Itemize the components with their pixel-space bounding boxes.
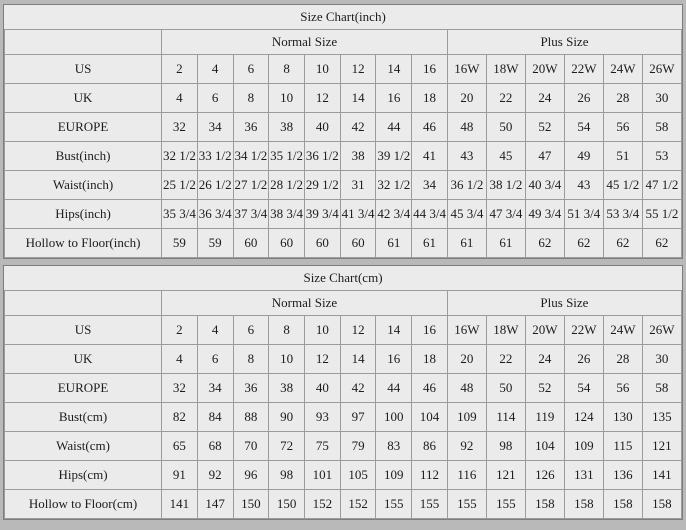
cell: 26W	[642, 316, 681, 345]
group-header-normal-size: Normal Size	[162, 291, 448, 316]
cell: 35 1/2	[269, 142, 305, 171]
cell: 20W	[525, 316, 564, 345]
cell: 51 3/4	[564, 200, 603, 229]
cell: 59	[197, 229, 233, 258]
cell: 32 1/2	[162, 142, 198, 171]
cell: 60	[269, 229, 305, 258]
table-row	[5, 403, 682, 432]
cell: 121	[486, 461, 525, 490]
row-label: Waist(inch)	[5, 171, 162, 200]
cell: 18W	[486, 55, 525, 84]
cell: 60	[304, 229, 340, 258]
row-label: EUROPE	[5, 374, 162, 403]
cell: 16	[412, 55, 448, 84]
cell: 92	[447, 432, 486, 461]
cell: 26	[564, 345, 603, 374]
cell: 14	[340, 345, 376, 374]
cell: 40	[304, 374, 340, 403]
cell: 32 1/2	[376, 171, 412, 200]
cell: 12	[340, 55, 376, 84]
cell: 115	[603, 432, 642, 461]
table-row	[5, 345, 682, 374]
cell: 126	[525, 461, 564, 490]
cell: 34	[197, 113, 233, 142]
cell: 10	[269, 345, 305, 374]
cell: 6	[197, 84, 233, 113]
cell: 45	[486, 142, 525, 171]
cell: 35 3/4	[162, 200, 198, 229]
cell: 61	[376, 229, 412, 258]
cell: 43	[564, 171, 603, 200]
cell: 22W	[564, 55, 603, 84]
cell: 10	[304, 55, 340, 84]
cell: 62	[603, 229, 642, 258]
cell: 91	[162, 461, 198, 490]
cell: 98	[486, 432, 525, 461]
cell: 36	[233, 113, 269, 142]
cell: 56	[603, 113, 642, 142]
table-group-header-row	[5, 30, 682, 55]
cell: 28 1/2	[269, 171, 305, 200]
cell: 16	[376, 84, 412, 113]
cell: 141	[162, 490, 198, 519]
cell: 8	[269, 55, 305, 84]
cell: 49 3/4	[525, 200, 564, 229]
row-label: US	[5, 55, 162, 84]
cell: 47 3/4	[486, 200, 525, 229]
cell: 54	[564, 374, 603, 403]
cell: 12	[304, 84, 340, 113]
cell: 6	[233, 55, 269, 84]
cell: 45 1/2	[603, 171, 642, 200]
cell: 62	[525, 229, 564, 258]
cell: 141	[642, 461, 681, 490]
cell: 8	[233, 84, 269, 113]
cell: 36 3/4	[197, 200, 233, 229]
cell: 36	[233, 374, 269, 403]
cell: 32	[162, 113, 198, 142]
cell: 16W	[447, 55, 486, 84]
cell: 16W	[447, 316, 486, 345]
table-row	[5, 200, 682, 229]
cell: 42	[340, 113, 376, 142]
cell: 36 1/2	[304, 142, 340, 171]
cell: 50	[486, 113, 525, 142]
cell: 65	[162, 432, 198, 461]
cell: 58	[642, 374, 681, 403]
table-title-row	[5, 266, 682, 291]
table-row	[5, 171, 682, 200]
cell: 6	[233, 316, 269, 345]
cell: 22W	[564, 316, 603, 345]
size-chart-cm-table	[4, 266, 682, 519]
cell: 28	[603, 345, 642, 374]
cell: 12	[304, 345, 340, 374]
row-label: EUROPE	[5, 113, 162, 142]
cell: 4	[162, 345, 198, 374]
cell: 93	[304, 403, 340, 432]
cell: 34	[197, 374, 233, 403]
cell: 34 1/2	[233, 142, 269, 171]
cell: 39 3/4	[304, 200, 340, 229]
cell: 88	[233, 403, 269, 432]
cell: 155	[486, 490, 525, 519]
cell: 101	[304, 461, 340, 490]
cell: 116	[447, 461, 486, 490]
cell: 147	[197, 490, 233, 519]
row-label: US	[5, 316, 162, 345]
cell: 84	[197, 403, 233, 432]
cell: 158	[564, 490, 603, 519]
cell: 46	[412, 374, 448, 403]
cell: 47 1/2	[642, 171, 681, 200]
cell: 28	[603, 84, 642, 113]
cell: 105	[340, 461, 376, 490]
cell: 92	[197, 461, 233, 490]
cell: 20	[447, 345, 486, 374]
cell: 114	[486, 403, 525, 432]
table-row	[5, 142, 682, 171]
cell: 61	[447, 229, 486, 258]
cell: 38	[269, 374, 305, 403]
cell: 14	[376, 316, 412, 345]
cell: 41	[412, 142, 448, 171]
cell: 56	[603, 374, 642, 403]
cell: 18	[412, 345, 448, 374]
cell: 38 3/4	[269, 200, 305, 229]
cell: 32	[162, 374, 198, 403]
row-label: Hollow to Floor(inch)	[5, 229, 162, 258]
cell: 90	[269, 403, 305, 432]
cell: 44	[376, 113, 412, 142]
cell: 60	[340, 229, 376, 258]
group-header-blank	[5, 30, 162, 55]
cell: 27 1/2	[233, 171, 269, 200]
cell: 60	[233, 229, 269, 258]
cell: 22	[486, 84, 525, 113]
page-title: Size Chart(inch)	[5, 5, 682, 30]
table-title-row	[5, 5, 682, 30]
cell: 70	[233, 432, 269, 461]
cell: 8	[269, 316, 305, 345]
cell: 4	[162, 84, 198, 113]
cell: 39 1/2	[376, 142, 412, 171]
cell: 104	[525, 432, 564, 461]
cell: 121	[642, 432, 681, 461]
cell: 98	[269, 461, 305, 490]
cell: 8	[233, 345, 269, 374]
row-label: UK	[5, 345, 162, 374]
group-header-normal-size: Normal Size	[162, 30, 448, 55]
cell: 29 1/2	[304, 171, 340, 200]
size-chart-cm	[3, 265, 683, 520]
cell: 4	[197, 55, 233, 84]
cell: 18	[412, 84, 448, 113]
cell: 119	[525, 403, 564, 432]
cell: 158	[525, 490, 564, 519]
table-row	[5, 84, 682, 113]
cell: 46	[412, 113, 448, 142]
table-row	[5, 316, 682, 345]
cell: 26W	[642, 55, 681, 84]
cell: 51	[603, 142, 642, 171]
cell: 33 1/2	[197, 142, 233, 171]
cell: 155	[376, 490, 412, 519]
cell: 136	[603, 461, 642, 490]
cell: 48	[447, 374, 486, 403]
group-header-blank	[5, 291, 162, 316]
cell: 48	[447, 113, 486, 142]
table-row	[5, 490, 682, 519]
cell: 2	[162, 55, 198, 84]
cell: 58	[642, 113, 681, 142]
cell: 52	[525, 113, 564, 142]
cell: 24	[525, 84, 564, 113]
row-label: Bust(inch)	[5, 142, 162, 171]
cell: 42 3/4	[376, 200, 412, 229]
row-label: UK	[5, 84, 162, 113]
cell: 109	[564, 432, 603, 461]
cell: 24	[525, 345, 564, 374]
cell: 20W	[525, 55, 564, 84]
cell: 55 1/2	[642, 200, 681, 229]
cell: 68	[197, 432, 233, 461]
cell: 41 3/4	[340, 200, 376, 229]
cell: 152	[304, 490, 340, 519]
cell: 104	[412, 403, 448, 432]
cell: 36 1/2	[447, 171, 486, 200]
cell: 26	[564, 84, 603, 113]
cell: 47	[525, 142, 564, 171]
cell: 25 1/2	[162, 171, 198, 200]
cell: 30	[642, 84, 681, 113]
cell: 34	[412, 171, 448, 200]
cell: 37 3/4	[233, 200, 269, 229]
cell: 83	[376, 432, 412, 461]
cell: 79	[340, 432, 376, 461]
cell: 100	[376, 403, 412, 432]
cell: 49	[564, 142, 603, 171]
cell: 6	[197, 345, 233, 374]
table-row	[5, 55, 682, 84]
cell: 82	[162, 403, 198, 432]
cell: 112	[412, 461, 448, 490]
cell: 2	[162, 316, 198, 345]
row-label: Bust(cm)	[5, 403, 162, 432]
cell: 40	[304, 113, 340, 142]
cell: 16	[376, 345, 412, 374]
cell: 135	[642, 403, 681, 432]
cell: 155	[447, 490, 486, 519]
cell: 45 3/4	[447, 200, 486, 229]
cell: 12	[340, 316, 376, 345]
table-row	[5, 374, 682, 403]
group-header-plus-size: Plus Size	[447, 291, 681, 316]
cell: 158	[603, 490, 642, 519]
cell: 62	[642, 229, 681, 258]
cell: 43	[447, 142, 486, 171]
cell: 158	[642, 490, 681, 519]
group-header-plus-size: Plus Size	[447, 30, 681, 55]
cell: 53	[642, 142, 681, 171]
cell: 131	[564, 461, 603, 490]
cell: 31	[340, 171, 376, 200]
cell: 38	[269, 113, 305, 142]
row-label: Hips(inch)	[5, 200, 162, 229]
cell: 24W	[603, 316, 642, 345]
cell: 62	[564, 229, 603, 258]
cell: 124	[564, 403, 603, 432]
cell: 10	[269, 84, 305, 113]
page-title: Size Chart(cm)	[5, 266, 682, 291]
cell: 59	[162, 229, 198, 258]
cell: 20	[447, 84, 486, 113]
cell: 130	[603, 403, 642, 432]
cell: 44	[376, 374, 412, 403]
cell: 150	[233, 490, 269, 519]
cell: 10	[304, 316, 340, 345]
cell: 42	[340, 374, 376, 403]
cell: 22	[486, 345, 525, 374]
cell: 18W	[486, 316, 525, 345]
cell: 97	[340, 403, 376, 432]
cell: 52	[525, 374, 564, 403]
cell: 38	[340, 142, 376, 171]
cell: 61	[412, 229, 448, 258]
cell: 150	[269, 490, 305, 519]
cell: 14	[376, 55, 412, 84]
cell: 109	[376, 461, 412, 490]
cell: 86	[412, 432, 448, 461]
cell: 75	[304, 432, 340, 461]
cell: 50	[486, 374, 525, 403]
cell: 4	[197, 316, 233, 345]
size-chart-inch	[3, 4, 683, 259]
table-row	[5, 461, 682, 490]
table-row	[5, 113, 682, 142]
cell: 61	[486, 229, 525, 258]
cell: 26 1/2	[197, 171, 233, 200]
cell: 96	[233, 461, 269, 490]
row-label: Hollow to Floor(cm)	[5, 490, 162, 519]
cell: 44 3/4	[412, 200, 448, 229]
table-group-header-row	[5, 291, 682, 316]
cell: 38 1/2	[486, 171, 525, 200]
table-row	[5, 432, 682, 461]
row-label: Waist(cm)	[5, 432, 162, 461]
cell: 40 3/4	[525, 171, 564, 200]
cell: 54	[564, 113, 603, 142]
cell: 152	[340, 490, 376, 519]
cell: 72	[269, 432, 305, 461]
cell: 14	[340, 84, 376, 113]
cell: 24W	[603, 55, 642, 84]
cell: 109	[447, 403, 486, 432]
cell: 155	[412, 490, 448, 519]
size-chart-inch-table	[4, 5, 682, 258]
row-label: Hips(cm)	[5, 461, 162, 490]
cell: 30	[642, 345, 681, 374]
cell: 53 3/4	[603, 200, 642, 229]
cell: 16	[412, 316, 448, 345]
table-row	[5, 229, 682, 258]
